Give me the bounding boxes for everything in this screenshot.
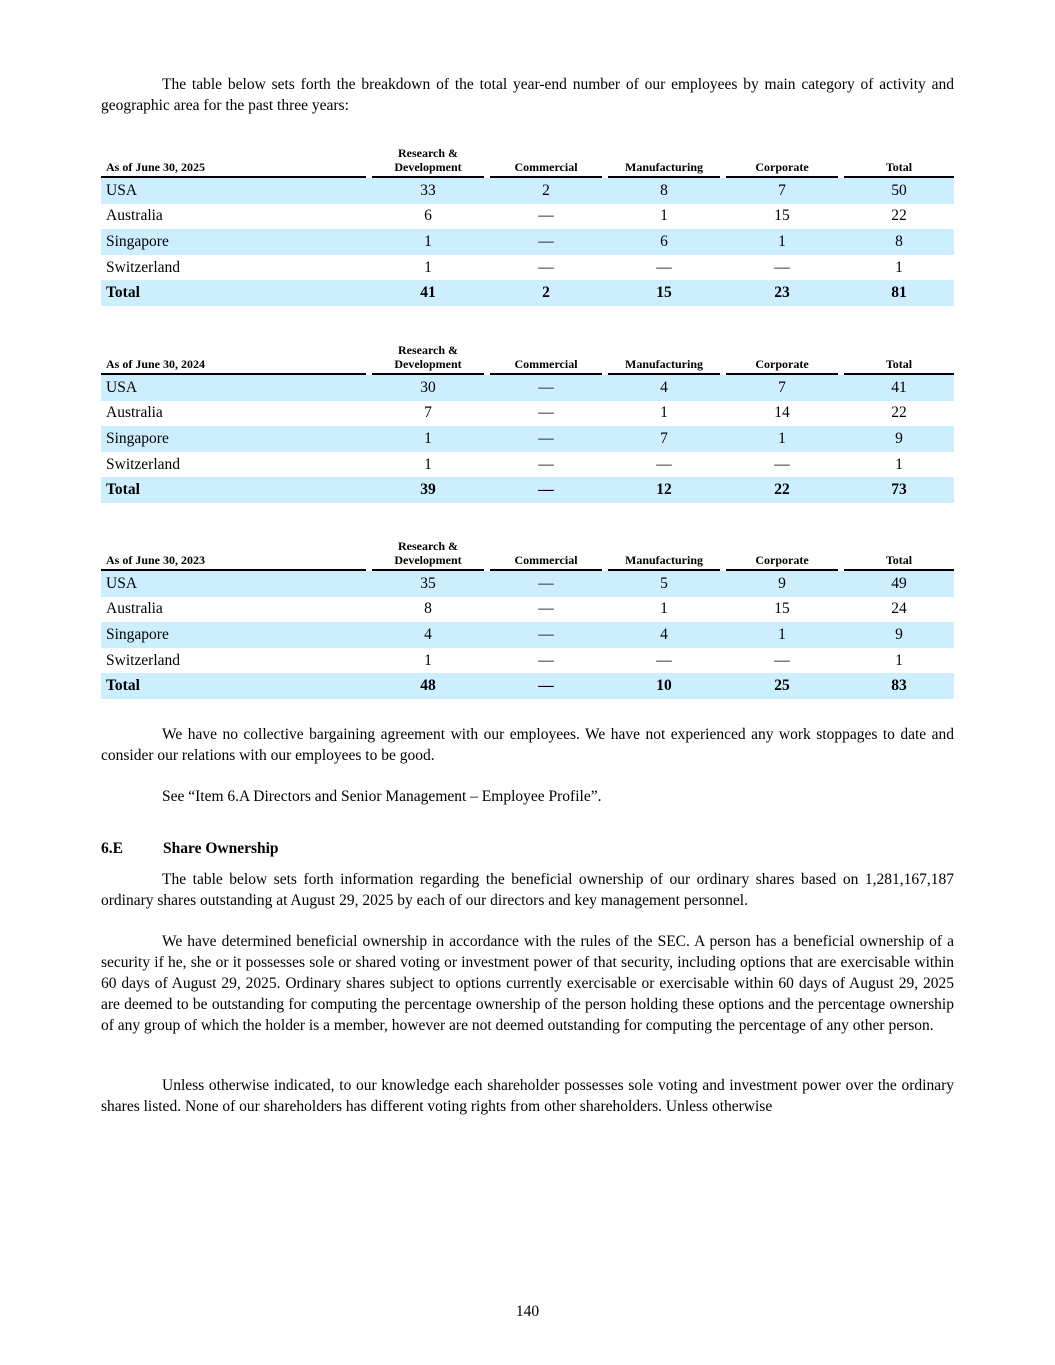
column-header: Commercial (490, 539, 602, 571)
see-also-paragraph: See “Item 6.A Directors and Senior Management – Employee Profile”. (162, 788, 602, 805)
column-header: Research & Development (372, 343, 484, 375)
period-header: As of June 30, 2024 (101, 343, 366, 375)
table-cell: — (538, 455, 554, 473)
table-cell: 41 (844, 375, 954, 401)
table-cell: 1 (895, 651, 903, 669)
page-number: 140 (515, 1303, 540, 1320)
table-cell: — (490, 375, 602, 401)
column-header: Total (844, 146, 954, 178)
column-header: Manufacturing (608, 539, 720, 571)
row-label: Total (101, 477, 366, 503)
share-ownership-paragraph-1: The table below sets forth information regarding the beneficial ownership of our ordinary shares based on 1,281,167,187 ordinary shares outstanding at August 29, 2025 by each of our directors and key management personnel. (101, 871, 954, 909)
row-label: Switzerland (106, 258, 181, 276)
table-cell: 2 (490, 280, 602, 306)
table-cell: — (656, 651, 672, 669)
table-cell: 1 (424, 651, 432, 669)
table-cell: 7 (726, 375, 838, 401)
table-row (101, 648, 954, 674)
table-cell: 1 (424, 455, 432, 473)
table-cell: 1 (660, 404, 668, 422)
column-header: Research & Development (372, 539, 484, 571)
table-cell: 73 (844, 477, 954, 503)
column-header: Research & Development (372, 146, 484, 178)
table-cell: 15 (608, 280, 720, 306)
table-cell: — (538, 258, 554, 276)
table-cell: 1 (372, 426, 484, 452)
table-cell: 8 (424, 600, 432, 618)
table-cell: 35 (372, 571, 484, 597)
section-title: Share Ownership (163, 840, 279, 857)
table-cell: — (774, 258, 790, 276)
table-cell: 30 (372, 375, 484, 401)
intro-paragraph: The table below sets forth the breakdown of the total year-end number of our employees by main category of activity and geographic area for the past three years: (101, 76, 954, 114)
row-label: USA (101, 571, 366, 597)
table-header-row (101, 146, 954, 178)
table-cell: 39 (372, 477, 484, 503)
bargaining-paragraph: We have no collective bargaining agreement with our employees. We have not experienced any work stoppages to date and consider our relations with our employees to be good. (101, 726, 954, 764)
table-row (101, 401, 954, 427)
table-header-row (101, 343, 954, 375)
row-label: USA (101, 375, 366, 401)
row-label: Australia (106, 404, 163, 422)
table-cell: — (656, 258, 672, 276)
share-ownership-paragraph-3: Unless otherwise indicated, to our knowledge each shareholder possesses sole voting and investment power over the ordinary shares listed. None of our shareholders has different voting rights from other shareholders. Unless otherwise (101, 1077, 954, 1115)
table-cell: 1 (424, 258, 432, 276)
table-cell: 1 (895, 258, 903, 276)
table-cell: 2 (490, 178, 602, 204)
row-label: Total (101, 280, 366, 306)
employee-table-2024 (101, 343, 954, 503)
table-cell: 24 (891, 600, 907, 618)
row-label: Australia (106, 207, 163, 225)
column-header: Commercial (490, 343, 602, 375)
table-cell: 1 (895, 455, 903, 473)
table-cell: 6 (608, 229, 720, 255)
table-cell: 49 (844, 571, 954, 597)
table-cell: — (490, 426, 602, 452)
table-cell: — (774, 455, 790, 473)
table-cell: 14 (774, 404, 790, 422)
table-row (101, 622, 954, 648)
table-cell: — (538, 651, 554, 669)
column-header: Commercial (490, 146, 602, 178)
table-cell: 5 (608, 571, 720, 597)
table-cell: — (538, 207, 554, 225)
table-cell: 1 (372, 229, 484, 255)
table-cell: 1 (660, 207, 668, 225)
row-label: Singapore (101, 229, 366, 255)
table-row (101, 375, 954, 401)
table-cell: 7 (608, 426, 720, 452)
employee-table-2025 (101, 146, 954, 306)
table-cell: 1 (726, 622, 838, 648)
column-header: Corporate (726, 343, 838, 375)
employee-table-2023 (101, 539, 954, 699)
section-number: 6.E (101, 840, 123, 857)
table-cell: 81 (844, 280, 954, 306)
row-label: Singapore (101, 622, 366, 648)
table-cell: — (490, 571, 602, 597)
row-label: Switzerland (106, 651, 181, 669)
total-row (101, 673, 954, 699)
table-cell: 9 (844, 426, 954, 452)
table-cell: 7 (424, 404, 432, 422)
table-cell: 4 (608, 622, 720, 648)
table-cell: 50 (844, 178, 954, 204)
share-ownership-paragraph-2: We have determined beneficial ownership in accordance with the rules of the SEC. A person has a beneficial ownership of a security if he, she or it possesses sole or shared voting or investment power of that security, including options that are exercisable within 60 days of August 29, 2025. Ordinary shares subject to options currently exercisable or exercisable within 60 days of August 29, 2025 are deemed to be outstanding for computing the percentage ownership of the person holding these options and the percentage ownership of any group of which the holder is a member, however are not deemed outstanding for computing the percentage of any other person. (101, 933, 954, 1034)
table-cell: 9 (844, 622, 954, 648)
table-row (101, 255, 954, 281)
table-cell: 33 (372, 178, 484, 204)
table-cell: — (490, 622, 602, 648)
row-label: Total (101, 673, 366, 699)
table-row (101, 452, 954, 478)
column-header: Total (844, 343, 954, 375)
row-label: Australia (106, 600, 163, 618)
table-cell: 22 (891, 207, 907, 225)
total-row (101, 280, 954, 306)
table-cell: 9 (726, 571, 838, 597)
table-cell: 15 (774, 207, 790, 225)
table-cell: 4 (608, 375, 720, 401)
table-cell: 1 (726, 426, 838, 452)
column-header: Manufacturing (608, 343, 720, 375)
period-header: As of June 30, 2025 (101, 146, 366, 178)
table-row (101, 229, 954, 255)
table-cell: — (538, 404, 554, 422)
column-header: Manufacturing (608, 146, 720, 178)
table-row (101, 571, 954, 597)
table-row (101, 426, 954, 452)
table-cell: 48 (372, 673, 484, 699)
row-label: Switzerland (106, 455, 181, 473)
column-header: Total (844, 539, 954, 571)
total-row (101, 477, 954, 503)
table-cell: 25 (726, 673, 838, 699)
table-cell: 8 (608, 178, 720, 204)
table-cell: — (538, 600, 554, 618)
table-cell: 8 (844, 229, 954, 255)
table-cell: — (656, 455, 672, 473)
table-cell: 10 (608, 673, 720, 699)
table-cell: 12 (608, 477, 720, 503)
table-cell: 7 (726, 178, 838, 204)
table-cell: 1 (660, 600, 668, 618)
table-cell: 23 (726, 280, 838, 306)
column-header: Corporate (726, 146, 838, 178)
table-cell: 15 (774, 600, 790, 618)
table-cell: 41 (372, 280, 484, 306)
table-cell: 83 (844, 673, 954, 699)
column-header: Corporate (726, 539, 838, 571)
table-row (101, 178, 954, 204)
table-cell: 6 (424, 207, 432, 225)
table-row (101, 204, 954, 230)
table-cell: — (490, 229, 602, 255)
table-cell: 1 (726, 229, 838, 255)
table-header-row (101, 539, 954, 571)
table-cell: 4 (372, 622, 484, 648)
table-cell: — (490, 477, 602, 503)
row-label: Singapore (101, 426, 366, 452)
table-cell: — (774, 651, 790, 669)
section-heading (101, 838, 279, 859)
table-cell: 22 (726, 477, 838, 503)
period-header: As of June 30, 2023 (101, 539, 366, 571)
table-row (101, 597, 954, 623)
table-cell: 22 (891, 404, 907, 422)
row-label: USA (101, 178, 366, 204)
table-cell: — (490, 673, 602, 699)
